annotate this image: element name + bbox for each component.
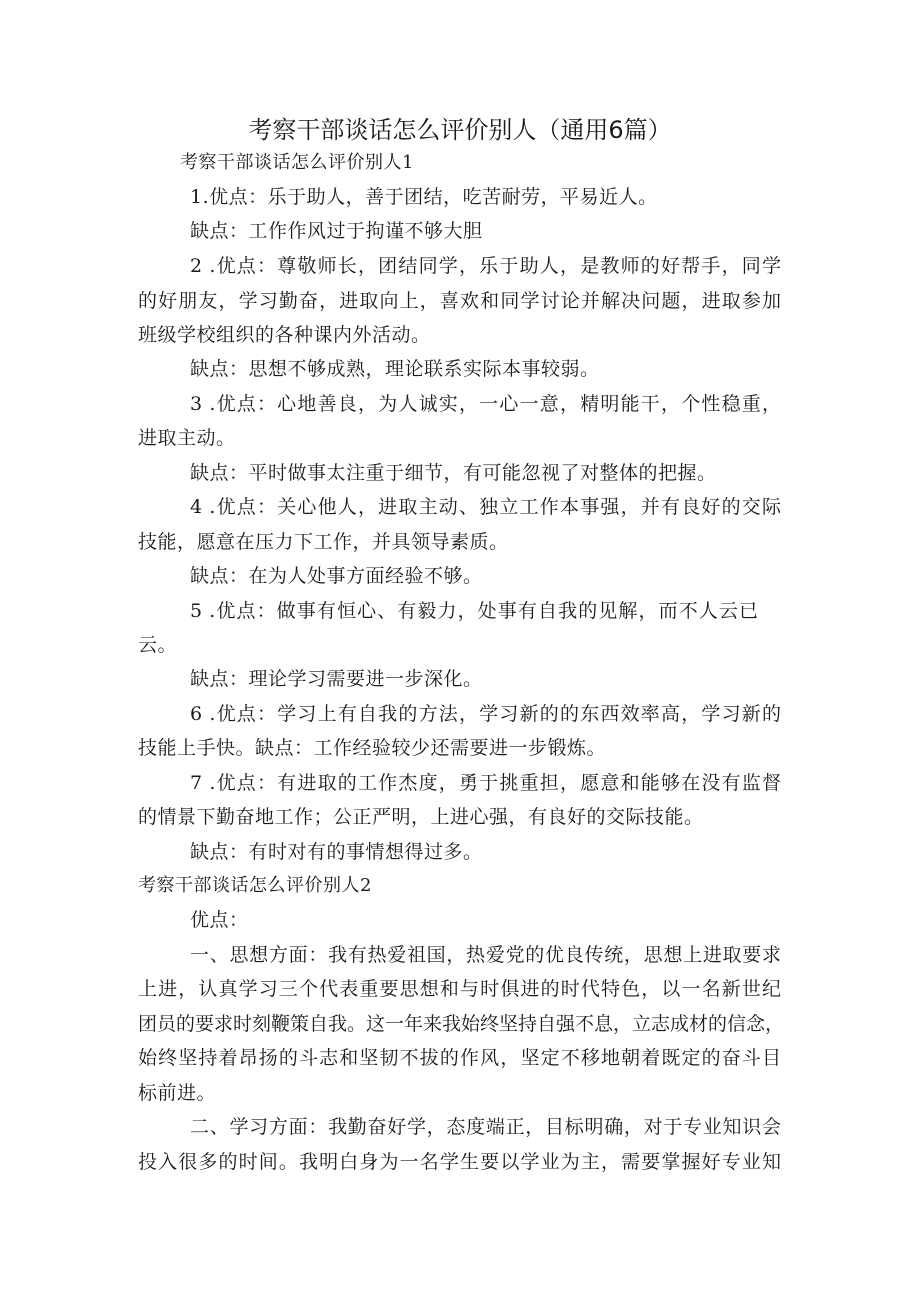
- paragraph-line: 技能，愿意在压力下工作，并具领导素质。: [138, 531, 509, 553]
- document-title: 考察干部谈话怎么评价别人（通用6篇）: [248, 116, 672, 144]
- paragraph-line: 班级学校组织的各种课内外活动。: [138, 324, 431, 346]
- paragraph-line: 1.优点：乐于助人，善于团结，吃苦耐劳，平易近人。: [190, 186, 658, 208]
- paragraph-line: 缺点：思想不够成熟，理论联系实际本事较弱。: [190, 358, 600, 380]
- paragraph-line: 标前进。: [138, 1082, 217, 1104]
- paragraph-line: 2 .优点：尊敬师长，团结同学，乐于助人，是教师的好帮手，同学: [190, 255, 781, 277]
- paragraph-line: 缺点：有时对有的事情想得过多。: [190, 841, 483, 863]
- section-heading: 考察干部谈话怎么评价别人2: [138, 875, 372, 896]
- paragraph-line: 缺点：在为人处事方面经验不够。: [190, 565, 483, 587]
- paragraph-line: 的情景下勤奋地工作；公正严明，上进心强，有良好的交际技能。: [138, 806, 704, 828]
- paragraph-line: 3 .优点：心地善良，为人诚实，一心一意，精明能干，个性稳重，: [190, 393, 781, 415]
- paragraph-line: 云。: [138, 634, 178, 656]
- paragraph-line: 缺点：平时做事太注重于细节，有可能忽视了对整体的把握。: [190, 462, 717, 484]
- paragraph-line: 上进，认真学习三个代表重要思想和与时俱进的时代特色，以一名新世纪: [138, 978, 781, 1000]
- paragraph-line: 7 .优点：有进取的工作杰度，勇于挑重担，愿意和能够在没有监督: [190, 772, 781, 794]
- paragraph-line: 一、思想方面：我有热爱祖国，热爱党的优良传统，思想上进取要求: [190, 944, 781, 966]
- paragraph-line: 4 .优点：关心他人，进取主动、独立工作本事强，并有良好的交际: [190, 496, 781, 518]
- paragraph-line: 始终坚持着昂扬的斗志和坚韧不拔的作风，坚定不移地朝着既定的奋斗目: [138, 1047, 781, 1069]
- paragraph-line: 缺点：工作作风过于拘谨不够大胆: [190, 220, 483, 242]
- paragraph-line: 缺点：理论学习需要进一步深化。: [190, 668, 483, 690]
- paragraph-line: 的好朋友，学习勤奋，进取向上，喜欢和同学讨论并解决问题，进取参加: [138, 290, 781, 312]
- paragraph-line: 投入很多的时间。我明白身为一名学生要以学业为主，需要掌握好专业知: [138, 1151, 781, 1173]
- paragraph-line: 进取主动。: [138, 427, 236, 449]
- section-heading: 考察干部谈话怎么评价别人1: [180, 152, 414, 173]
- paragraph-line: 二、学习方面：我勤奋好学，态度端正，目标明确，对于专业知识会: [190, 1116, 781, 1138]
- paragraph-line: 团员的要求时刻鞭策自我。这一年来我始终坚持自强不息，立志成材的信念，: [138, 1013, 785, 1035]
- paragraph-line: 5 .优点：做事有恒心、有毅力，处事有自我的见解，而不人云已: [190, 600, 758, 622]
- paragraph-line: 优点：: [190, 909, 249, 931]
- paragraph-line: 技能上手快。缺点：工作经验较少还需要进一步锻炼。: [138, 737, 607, 759]
- paragraph-line: 6 .优点：学习上有自我的方法，学习新的的东西效率高，学习新的: [190, 703, 781, 725]
